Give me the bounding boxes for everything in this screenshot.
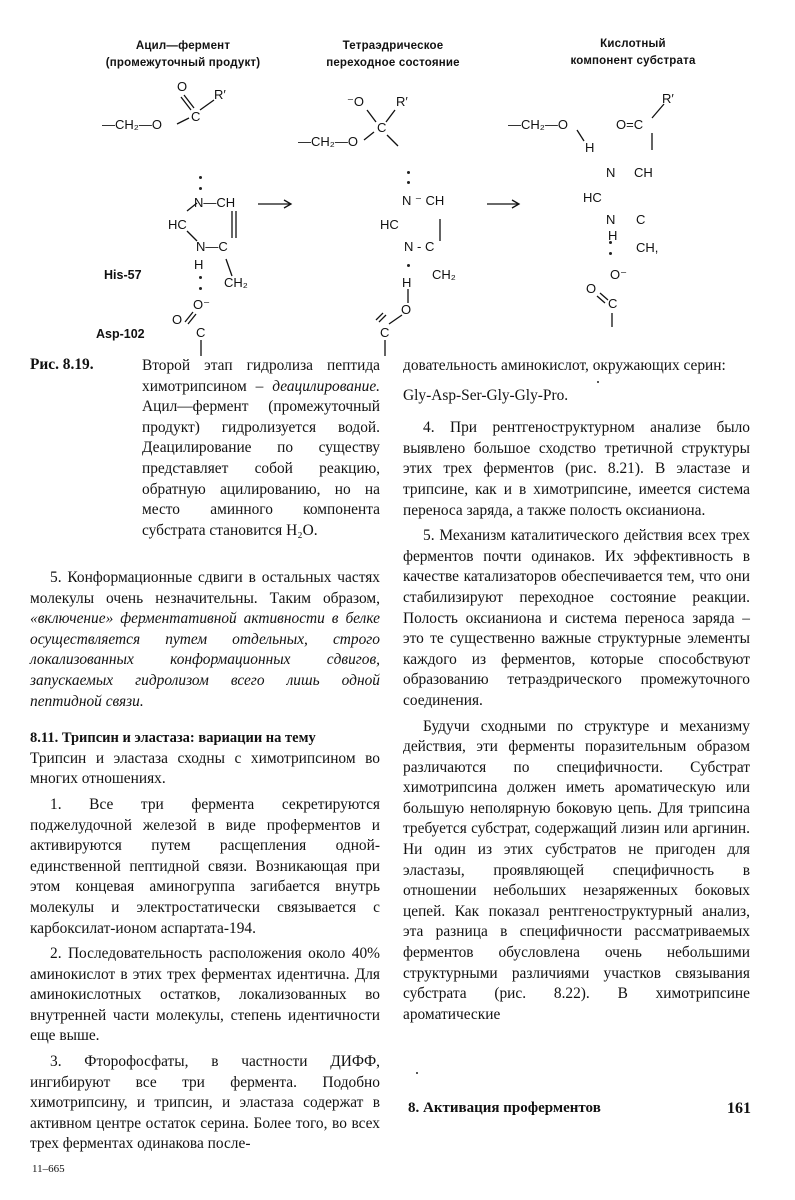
bond-lines: [0, 0, 795, 356]
paragraph-right-6: Будучи сходными по структуре и механизму действия, эти ферменты поразительным образом различаются по специфичности. Субстрат химотрипсина должен иметь ароматическую или большую неполярную боковую цепь. Для трипсина требуется субстрат, содержащий лизин или аргинин. Ни один из этих субстратов не пригоден для эластазы, проявляющей специфичность в отношении небольших незаряженных боковых цепей. Как показал рентгеноструктурный анализ, эта разница в специфичности рассматриваемых ферментов обусловлена очень небольшими структурными различиями участков связывания субстрата (рис. 8.22). В химотрипсине ароматические: [403, 717, 750, 1023]
header-left-line2: (промежуточный продукт): [105, 57, 261, 69]
hbond-dot: [407, 171, 410, 174]
paragraph-right-4: 4. При рентгеноструктурном анализе было выявлено большое сходство третичной структуры этих трех ферментов (рис. 8.21). В эластазе и трипсине, как и в химотрипсине, имеется система переноса заряда, а также полость оксианиона.: [403, 419, 750, 519]
bond-left-co-double: [184, 95, 194, 108]
mid-his-ch2: CH₂: [432, 267, 456, 282]
asp-102-label: Asp-102: [96, 327, 145, 341]
bond-left-c-r: [200, 100, 214, 110]
print-speck: [416, 1072, 418, 1074]
right-hydroxyl-h: H: [585, 140, 595, 155]
mid-carbon: C: [377, 120, 387, 135]
hbond-dot: [609, 252, 612, 255]
right-r-group: R′: [662, 91, 674, 106]
right-his-hc: HC: [583, 190, 602, 205]
p5-italic: «включение» ферментативной активности в белке осуществляется путем отдельных, строго локализованных конформационных сдвигов, запускаемых гидролизом всего лишь одной пептидной связи.: [30, 610, 380, 710]
hbond-dot: [199, 176, 202, 179]
left-his-ch2: CH₂: [224, 275, 248, 290]
bond-mid-o-c: [367, 110, 376, 122]
left-his-n2: N—C: [196, 239, 228, 254]
mid-oxygen-minus: ⁻O: [347, 94, 364, 109]
paragraph-right-5: 5. Механизм каталитического действия всех трех ферментов почти одинаков. Их эффективность в качестве катализаторов обеспечивается тем, что они стабилизируют переходное состояние реакции. Полость оксианиона и система переноса заряда – это те существенно важные структурные элементы каждого из ферментов, которые способствуют образованию тетраэдрического промежуточного соединения.: [403, 527, 750, 709]
left-column: [30, 568, 380, 1155]
right-column: [403, 356, 750, 1025]
bond-left-ch2: [226, 259, 232, 276]
left-r-group: R′: [214, 87, 226, 102]
mid-his-n2: N - C: [404, 239, 435, 254]
left-his-n1: N—CH: [194, 195, 236, 210]
left-asp-c: C: [196, 325, 206, 340]
left-asp-o: O: [172, 312, 183, 327]
paragraph-left-3: 3. Фторофосфаты, в частности ДИФФ, ингибируют все три фермента. Подобно химотрипсину, и трипсин, и эластаза содержат в активном центре остаток серина. Более того, во всех трех ферментах одинакова после-: [30, 1053, 380, 1153]
right-asp-o-minus: O⁻: [610, 267, 627, 282]
section-heading-8-11: 8.11. Трипсин и эластаза: вариации на тему: [30, 730, 316, 747]
figure-caption-label: Рис. 8.19.: [30, 356, 94, 373]
bond-left-co-top: [181, 97, 191, 110]
hbond-dot: [199, 187, 202, 190]
mid-asp-c: C: [380, 325, 390, 340]
header-right-line1: Кислотный: [600, 38, 666, 50]
mid-asp-o: O: [401, 302, 412, 317]
right-carbonyl: O=C: [616, 117, 644, 132]
header-middle-line2: переходное состояние: [326, 57, 460, 69]
figure-8-19: [0, 0, 795, 356]
paragraph-left-2: 2. Последовательность расположения около 40% аминокислот в этих трех ферментах идентична. Для аминокислотных остатков, локализованных во внутренней части молекулы, степень идентичности еще выше.: [30, 945, 380, 1045]
caption-text-2: Ацил—фермент (промежуточный продукт) гидролизуется водой. Деацилирование по существу представляет собой реакцию, обратную ацилированию, но на место аминного компонента субстрата становится H₂O.: [142, 398, 380, 539]
bond-left-asp-o: [185, 312, 193, 322]
mid-h: H: [402, 275, 412, 290]
bond-mid-o-c2: [364, 132, 374, 140]
left-his-h: H: [194, 257, 204, 272]
hbond-dot: [199, 276, 202, 279]
header-right-line2: компонент субстрата: [570, 55, 696, 67]
paragraph-left-5: [30, 568, 380, 712]
hbond-dot: [407, 181, 410, 184]
left-asp-o-minus: O⁻: [193, 297, 210, 312]
printer-signature: 11–665: [32, 1163, 65, 1175]
left-oxygen-top: O: [177, 79, 188, 94]
bond-mid-c-down: [387, 135, 398, 146]
right-his-n2: N: [606, 212, 616, 227]
mid-his-hc: HC: [380, 217, 399, 232]
right-his-ch2: CH,: [636, 240, 659, 255]
bond-left-asp-o2: [188, 314, 196, 324]
print-speck: [597, 381, 599, 383]
section-intro: Трипсин и эластаза сходны с химотрипсином во многих отношениях.: [30, 749, 380, 788]
left-ch2-o: —CH₂—O: [102, 117, 162, 132]
right-his-c: C: [636, 212, 646, 227]
figure-caption: [142, 356, 380, 541]
p5-text: 5. Конформационные сдвиги в остальных частях молекулы очень незначительны. Таким образом,: [30, 569, 380, 607]
page-number: 161: [727, 1100, 751, 1117]
header-left-line1: Ацил—фермент: [135, 40, 231, 52]
header-middle-line1: Тетраэдрическое: [342, 40, 444, 52]
bond-right-c-r: [652, 104, 664, 118]
right-asp-o: O: [586, 281, 597, 296]
bond-right-o-h: [577, 130, 584, 141]
right-ch2-o: —CH₂—O: [508, 117, 568, 132]
amino-acid-sequence: Gly-Asp-Ser-Gly-Gly-Pro.: [403, 386, 569, 404]
right-asp-c: C: [608, 296, 618, 311]
his-57-label: His-57: [104, 268, 142, 282]
right-his-ch: CH: [634, 165, 653, 180]
bond-mid-c-r: [386, 110, 395, 122]
paragraph-right-continuation: довательность аминокислот, окружающих серин:: [403, 357, 726, 374]
caption-text-1: Второй этап гидролиза пептида химотрипсином –: [142, 357, 380, 395]
left-his-hc: HC: [168, 217, 187, 232]
paragraph-left-1: 1. Все три фермента секретируются поджелудочной железой в виде проферментов и активируются путем расщепления одной-единственной пептидной связи. Возникающая при этом концевая аминогруппа загибается внутрь молекулы и электростатически связывается с карбоксилат-ионом аспартата-194.: [30, 795, 380, 937]
mid-r-group: R′: [396, 94, 408, 109]
right-his-h: H: [608, 228, 618, 243]
bond-left-o-c: [177, 118, 189, 124]
caption-italic-term: деацилирование.: [272, 377, 380, 395]
hbond-dot: [199, 287, 202, 290]
mid-his-n1: N ⁻ CH: [402, 193, 445, 208]
running-footer-title: 8. Активация проферментов: [408, 1100, 601, 1116]
hbond-dot: [407, 264, 410, 267]
right-his-n1: N: [606, 165, 616, 180]
left-carbon: C: [191, 109, 201, 124]
mid-ch2-o: —CH₂—O: [298, 134, 358, 149]
